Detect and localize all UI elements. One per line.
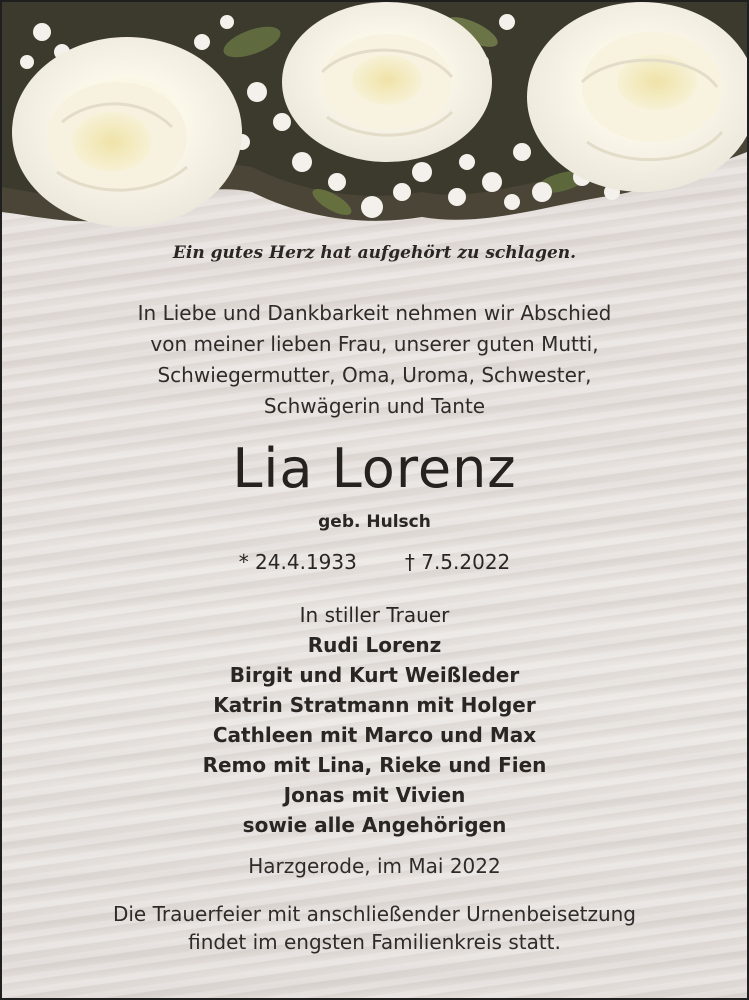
- death-date: † 7.5.2022: [404, 550, 511, 574]
- white-roses-image: [2, 2, 747, 242]
- intro-line: In Liebe und Dankbarkeit nehmen wir Abschied: [137, 301, 612, 325]
- birth-date: * 24.4.1933: [238, 550, 357, 574]
- mourner-name: Cathleen mit Marco und Max: [212, 723, 537, 747]
- mourner-name: Remo mit Lina, Rieke und Fien: [202, 753, 547, 777]
- mourner-name: Katrin Stratmann mit Holger: [213, 693, 536, 717]
- place-date: Harzgerode, im Mai 2022: [248, 854, 501, 878]
- mourner-name: Rudi Lorenz: [307, 633, 442, 657]
- funeral-line: findet im engsten Familienkreis statt.: [188, 930, 561, 954]
- mourner-name: sowie alle Angehörigen: [242, 813, 507, 837]
- intro-line: von meiner lieben Frau, unserer guten Mutti,: [150, 332, 599, 356]
- mourners-block: [2, 600, 747, 840]
- heading-line: Ein gutes Herz hat aufgehört zu schlagen.: [172, 243, 577, 263]
- mourner-name: Birgit und Kurt Weißleder: [229, 663, 520, 687]
- deceased-name: Lia Lorenz: [232, 437, 517, 500]
- intro-line: Schwiegermutter, Oma, Uroma, Schwester,: [157, 363, 592, 387]
- funeral-line: Die Trauerfeier mit anschließender Urnenbeisetzung: [112, 902, 637, 926]
- life-dates: [2, 550, 747, 574]
- mourner-name: Jonas mit Vivien: [283, 783, 466, 807]
- birth-name: geb. Hulsch: [318, 512, 431, 532]
- funeral-notice: [2, 900, 747, 956]
- mourners-lead: In stiller Trauer: [299, 603, 450, 627]
- intro-line: Schwägerin und Tante: [263, 394, 486, 418]
- intro-text: [2, 298, 747, 422]
